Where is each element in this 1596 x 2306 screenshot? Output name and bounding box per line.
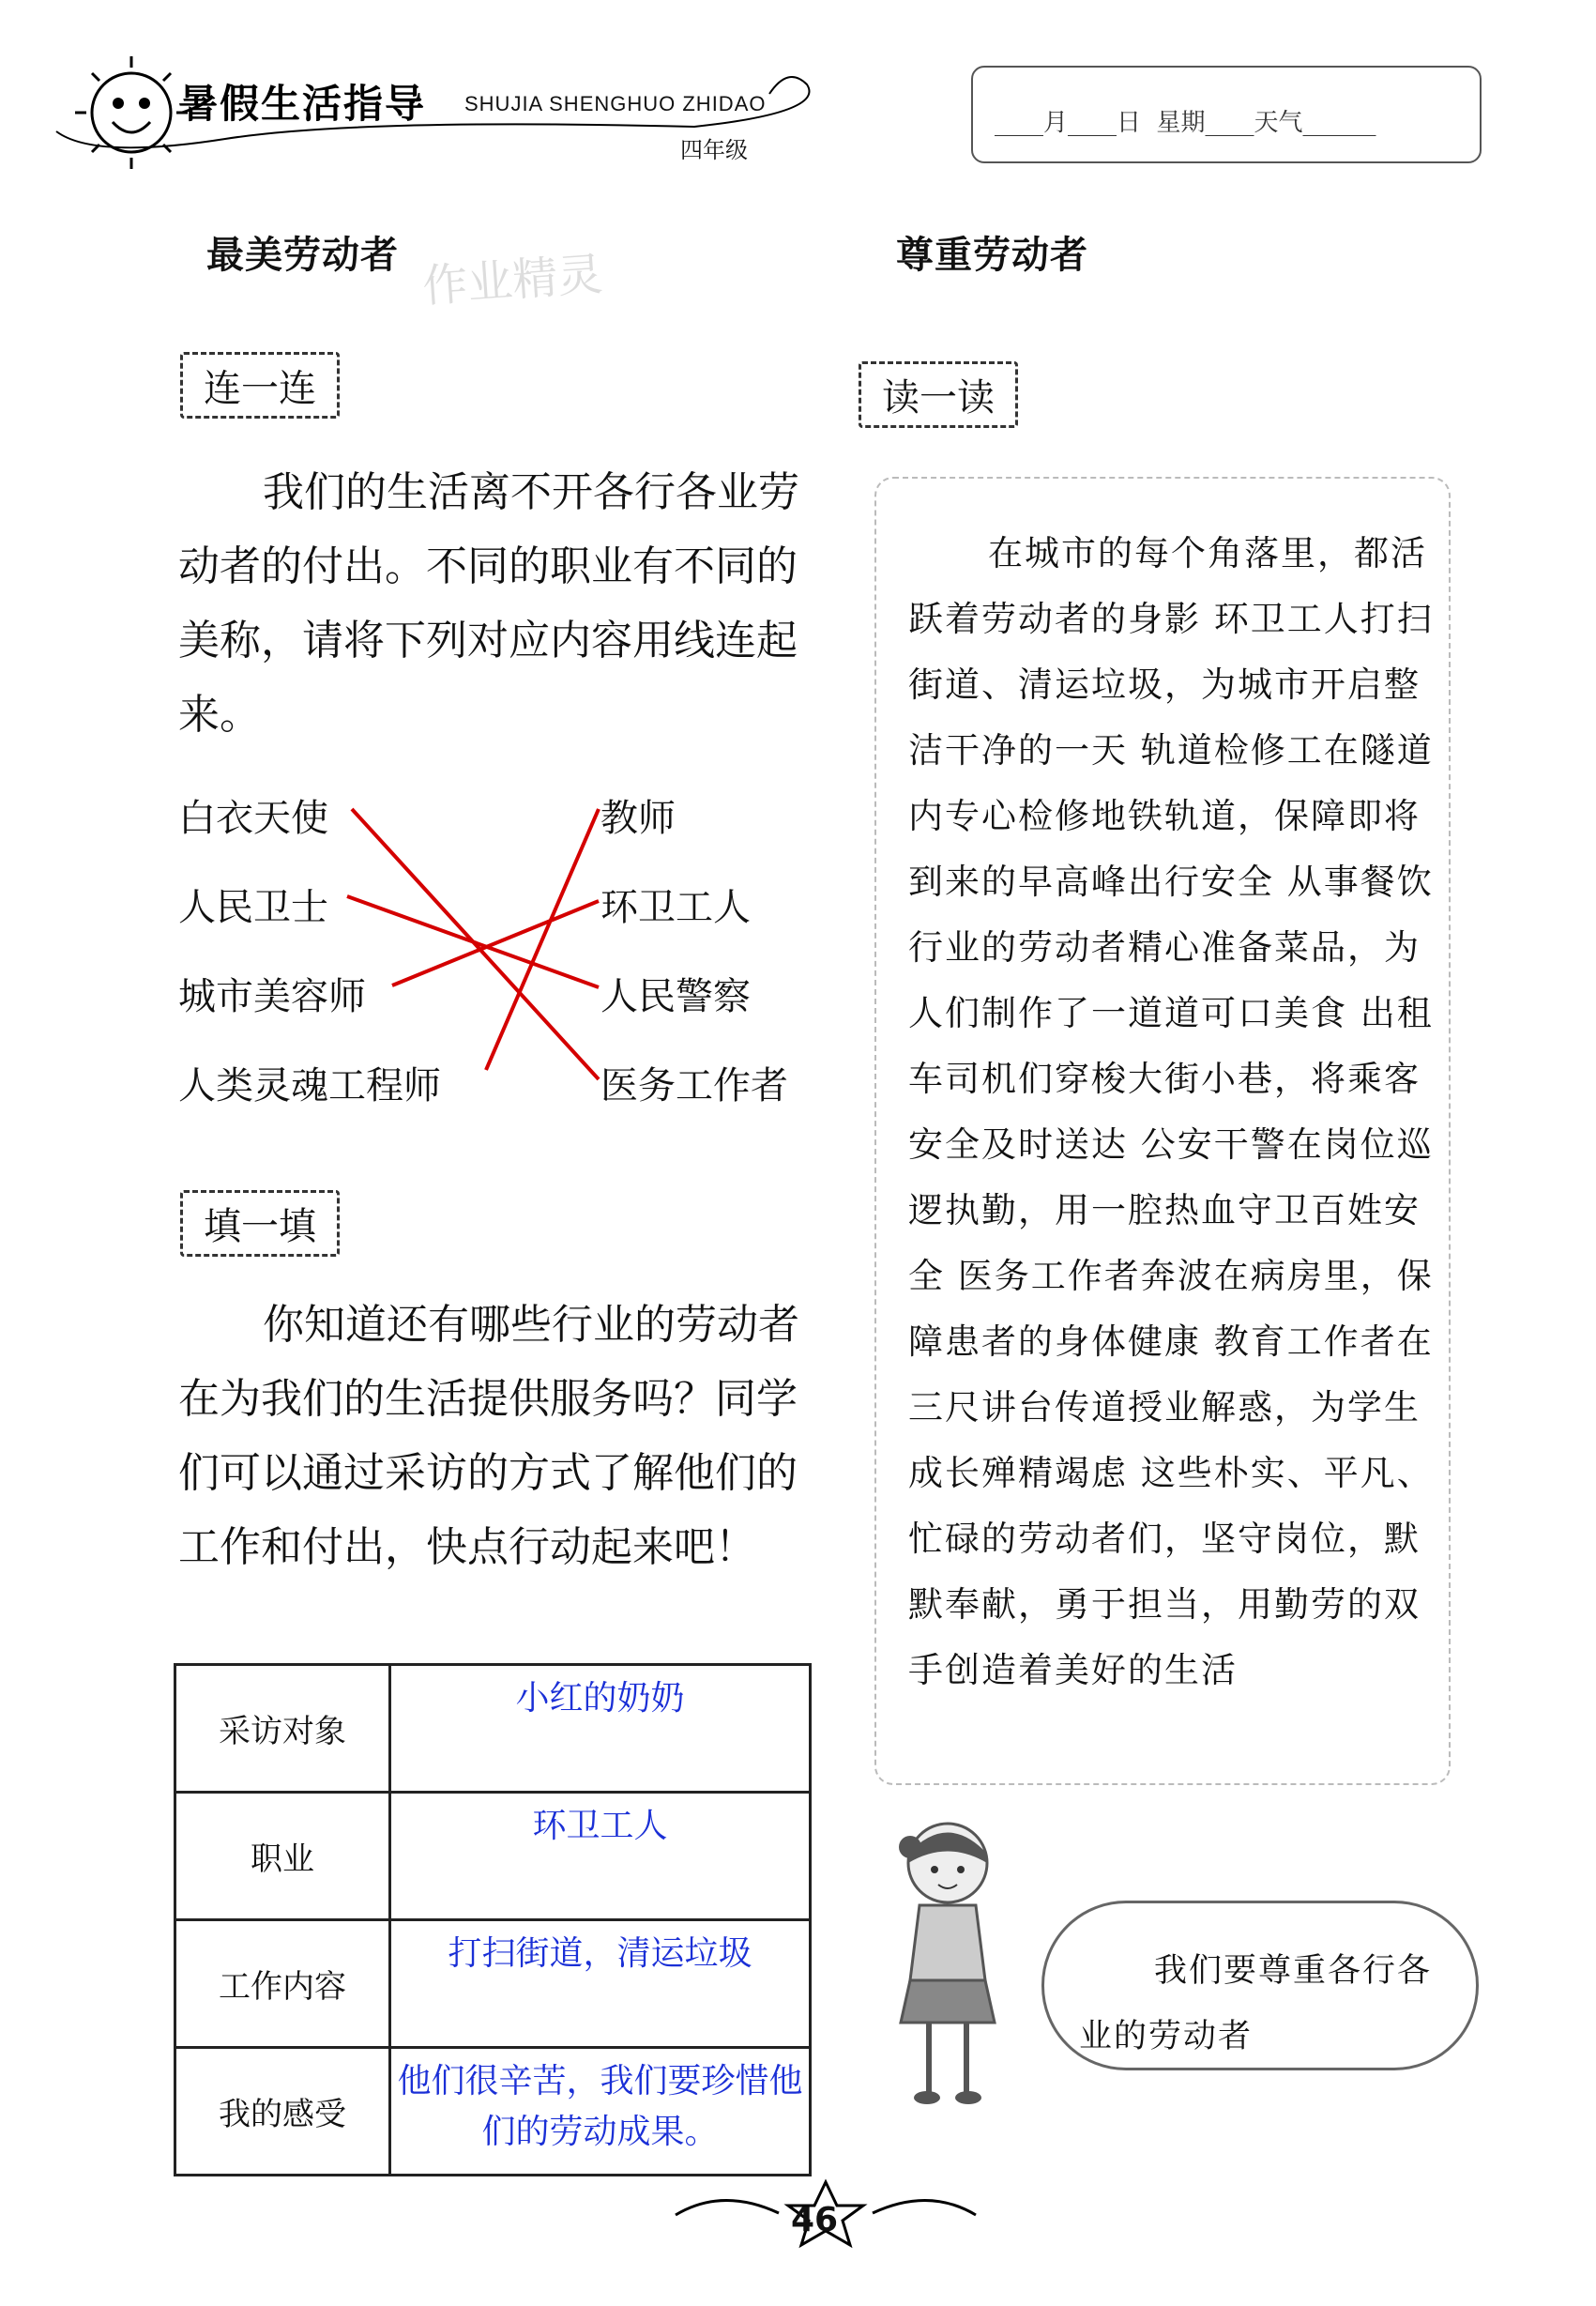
row-label: 采访对象 xyxy=(175,1665,390,1793)
match-left-3: 城市美容师 xyxy=(178,975,366,1018)
match-left-2: 人民卫士 xyxy=(178,886,328,929)
match-line-3 xyxy=(392,901,599,985)
girl-illustration xyxy=(873,1811,1032,2121)
reading-passage: 在城市的每个角落里，都活跃着劳动者的身影 环卫工人打扫街道、清运垃圾，为城市开启整洁干净的一天 轨道检修工在隧道内专心检修地铁轨道，保障即将到来的早高峰出行安全 从事餐饮行业的劳动者精心准备菜品，为人们制作了一道道可口美食 出租车司机们穿梭大街小巷，将乘客安全及时送达 公安干警在岗位巡逻执勤，用一腔热血守卫百姓安全 医务工作者奔波在病房里，保障患者的身体健康 教育工作者在三尺讲台传道授业解惑，为学生成长殚精竭虑 这些朴实、平凡、忙碌的劳动者们，坚守岗位，默默奉献，勇于担当，用勤劳的双手创造着美好的生活 xyxy=(908,533,1434,1690)
table-row xyxy=(175,1793,811,1920)
row-answer[interactable]: 他们很辛苦，我们要珍惜他们的劳动成果。 xyxy=(390,2048,811,2176)
date-line: ____月____日 星期____天气______ xyxy=(995,109,1376,137)
section-title-right: 尊重劳动者 xyxy=(896,234,1088,277)
brand-pinyin: SHUJIA SHENGHUO ZHIDAO xyxy=(464,92,767,115)
row-label: 职业 xyxy=(175,1793,390,1920)
interview-table xyxy=(174,1663,812,2176)
match-right-2: 环卫工人 xyxy=(600,886,751,929)
section-title-left: 最美劳动者 xyxy=(206,234,399,277)
row-label: 我的感受 xyxy=(175,2048,390,2176)
connect-label: 连一连 xyxy=(180,352,340,419)
match-line-2 xyxy=(347,896,599,987)
row-answer[interactable]: 小红的奶奶 xyxy=(390,1665,811,1793)
match-right-1: 教师 xyxy=(600,797,676,840)
brand-title: 暑假生活指导 xyxy=(178,81,427,127)
watermark: 作业精灵 xyxy=(420,248,605,313)
table-row xyxy=(175,1920,811,2048)
speech-bubble-text: 我们要尊重各行各业的劳动者 xyxy=(1079,1952,1433,2055)
table-row xyxy=(175,2048,811,2176)
match-left-1: 白衣天使 xyxy=(178,797,328,840)
table-row xyxy=(175,1665,811,1793)
row-answer[interactable]: 环卫工人 xyxy=(390,1793,811,1920)
match-right-3: 人民警察 xyxy=(600,975,751,1018)
match-right-4: 医务工作者 xyxy=(600,1064,788,1107)
page-number: 46 xyxy=(791,2201,839,2239)
row-label: 工作内容 xyxy=(175,1920,390,2048)
connect-instruction: 我们的生活离不开各行各业劳动者的付出。不同的职业有不同的美称，请将下列对应内容用线连起来。 xyxy=(178,468,799,739)
fill-instruction: 你知道还有哪些行业的劳动者在为我们的生活提供服务吗？同学们可以通过采访的方式了解他们的工作和付出，快点行动起来吧！ xyxy=(178,1301,799,1571)
row-answer[interactable]: 打扫街道，清运垃圾 xyxy=(390,1920,811,2048)
match-left-4: 人类灵魂工程师 xyxy=(178,1064,441,1107)
fill-label: 填一填 xyxy=(180,1190,340,1257)
read-label: 读一读 xyxy=(859,361,1018,428)
grade-label: 四年级 xyxy=(680,137,748,163)
match-lines xyxy=(0,0,844,1173)
